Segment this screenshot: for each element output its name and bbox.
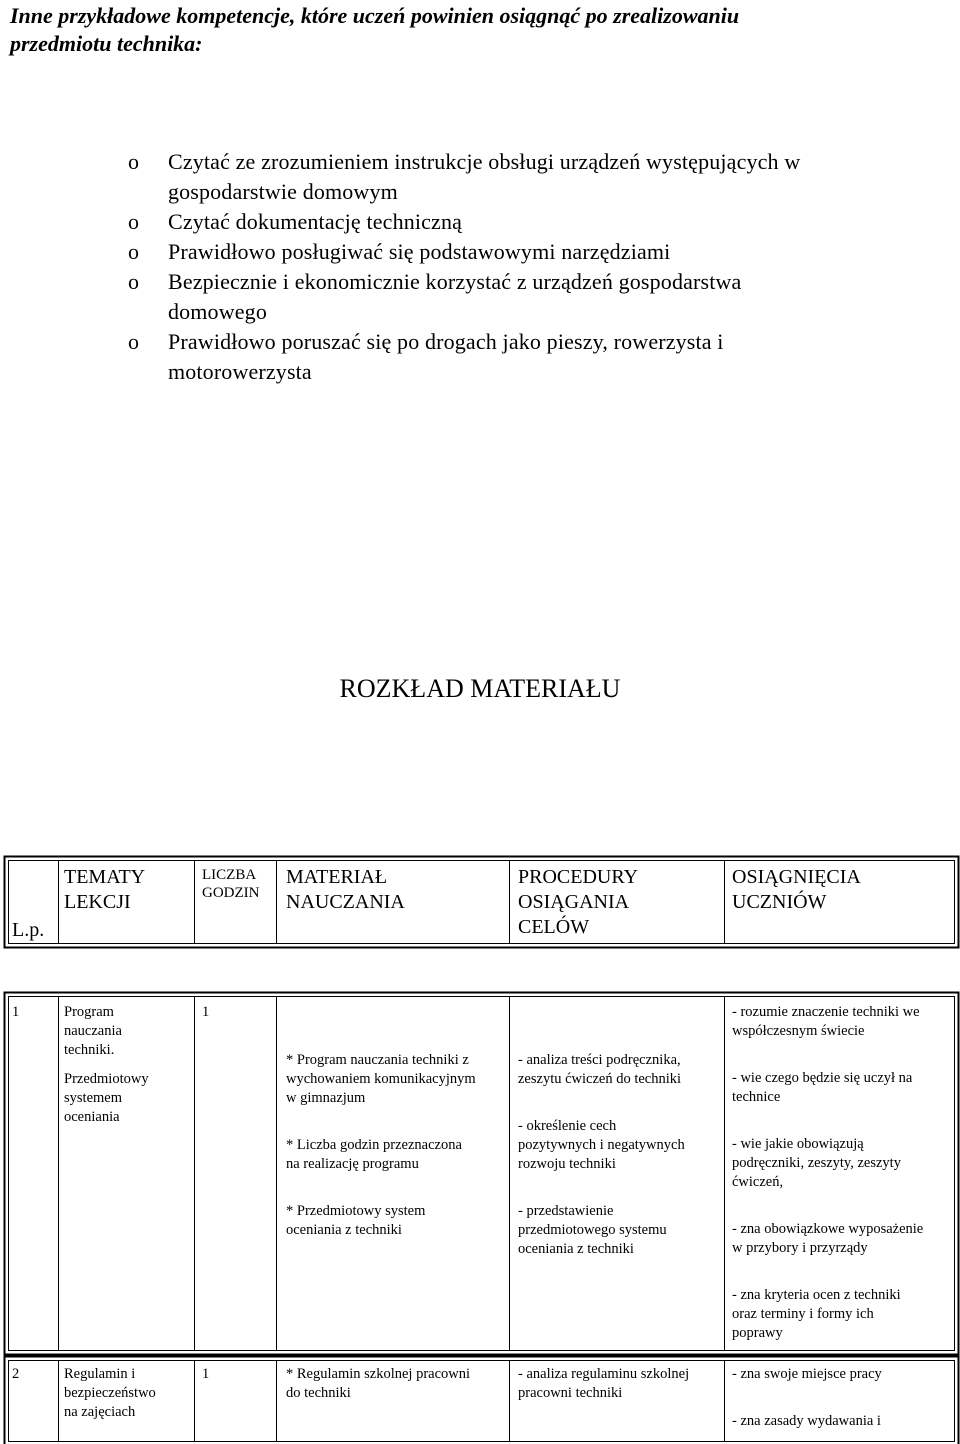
row2-procedury-line: pracowni techniki [518, 1385, 623, 1401]
row1-material-line: na realizację programu [286, 1156, 419, 1172]
row2-temat-line: bezpieczeństwo [64, 1385, 156, 1401]
header-liczba-line: LICZBA [202, 867, 257, 883]
competency-text: Bezpiecznie i ekonomicznie korzystać z urządzeń gospodarstwa [168, 269, 742, 294]
header-procedury [518, 865, 638, 940]
row2-temat [64, 1365, 156, 1422]
row1-osiagniecia-line: - zna obowiązkowe wyposażenie [732, 1221, 924, 1237]
list-item [128, 147, 928, 207]
row1-material-line: * Przedmiotowy system [286, 1203, 426, 1219]
row1-procedury-line: przedmiotowego systemu [518, 1222, 667, 1238]
list-item [128, 327, 928, 387]
header-osiagniecia-line: OSIĄGNIĘCIA [732, 866, 861, 888]
header-liczba-line: GODZIN [202, 885, 260, 901]
row2-material-line: do techniki [286, 1385, 351, 1401]
row1-procedury-line: - określenie cech [518, 1118, 617, 1134]
row1-material [286, 1051, 476, 1240]
row1-osiagniecia-line: - wie jakie obowiązują [732, 1136, 864, 1152]
row1-temat [64, 1003, 149, 1127]
row1-osiagniecia-line: - rozumie znaczenie techniki we [732, 1004, 920, 1020]
row2-osiagniecia-line: - zna zasady wydawania i [732, 1413, 881, 1429]
row2-osiagniecia [732, 1365, 882, 1431]
section-title: ROZKŁAD MATERIAŁU [339, 674, 621, 703]
row1-osiagniecia [732, 1003, 923, 1343]
row1-procedury-line: - przedstawienie [518, 1203, 614, 1219]
bullet-marker: o [128, 269, 140, 294]
page-heading [10, 2, 940, 58]
row1-lp: 1 [12, 1004, 20, 1020]
row1-procedury-line: rozwoju techniki [518, 1156, 616, 1172]
row2-procedury [518, 1365, 689, 1403]
competency-text: Prawidłowo posługiwać się podstawowymi narzędziami [168, 239, 671, 264]
row1-material-line: wychowaniem komunikacyjnym [286, 1071, 476, 1087]
row2-temat-line: na zajęciach [64, 1404, 136, 1420]
row1-temat-line: oceniania [64, 1109, 120, 1125]
row1-osiagniecia-line: ćwiczeń, [732, 1174, 784, 1190]
bullet-marker: o [128, 239, 140, 264]
row1-temat-line: Program [64, 1004, 114, 1020]
heading-line-1: Inne przykładowe kompetencje, które uczeń powinien osiągnąć po zrealizowaniu [10, 3, 740, 28]
header-material [286, 865, 405, 915]
competency-text-cont: motorowerzysta [168, 359, 312, 384]
row1-osiagniecia-line: technice [732, 1089, 781, 1105]
row1-osiagniecia-line: - zna kryteria ocen z techniki [732, 1287, 901, 1303]
competency-text: Prawidłowo poruszać się po drogach jako pieszy, rowerzysta i [168, 329, 724, 354]
header-liczba [202, 866, 260, 902]
competency-text: Czytać dokumentację techniczną [168, 209, 463, 234]
list-item [128, 237, 928, 267]
header-tematy-line: TEMATY [64, 866, 146, 888]
row2-godziny: 1 [202, 1366, 210, 1382]
heading-line-2: przedmiotu technika: [10, 31, 203, 56]
bullet-marker: o [128, 329, 140, 354]
row1-godziny: 1 [202, 1004, 210, 1020]
row1-procedury [518, 1051, 685, 1259]
competency-text-cont: gospodarstwie domowym [168, 179, 398, 204]
row1-material-line: * Program nauczania techniki z [286, 1052, 469, 1068]
row2-material-line: * Regulamin szkolnej pracowni [286, 1366, 471, 1382]
row1-procedury-line: oceniania z techniki [518, 1241, 634, 1257]
competency-text: Czytać ze zrozumieniem instrukcje obsługi urządzeń występujących w [168, 149, 801, 174]
row1-osiagniecia-line: oraz terminy i formy ich [732, 1306, 874, 1322]
bullet-marker: o [128, 149, 140, 174]
header-material-line: NAUCZANIA [286, 891, 405, 913]
row1-procedury-line: pozytywnych i negatywnych [518, 1137, 685, 1153]
row2-procedury-line: - analiza regulaminu szkolnej [518, 1366, 690, 1382]
header-tematy [64, 865, 145, 915]
row1-osiagniecia-line: poprawy [732, 1325, 783, 1341]
row1-temat-line: techniki. [64, 1042, 115, 1058]
header-lp: L.p. [12, 919, 45, 941]
row2-lp: 2 [12, 1366, 20, 1382]
header-osiagniecia-line: UCZNIÓW [732, 891, 827, 913]
row1-osiagniecia-line: w przybory i przyrządy [732, 1240, 868, 1256]
competency-text-cont: domowego [168, 299, 267, 324]
row1-osiagniecia-line: podręczniki, zeszyty, zeszyty [732, 1155, 901, 1171]
header-tematy-line: LEKCJI [64, 891, 131, 913]
list-item [128, 267, 928, 327]
bullet-marker: o [128, 209, 140, 234]
row1-temat-line: systemem [64, 1090, 122, 1106]
row2-temat-line: Regulamin i [64, 1366, 136, 1382]
header-procedury-line: OSIĄGANIA [518, 891, 630, 913]
row2-osiagniecia-line: - zna swoje miejsce pracy [732, 1366, 882, 1382]
header-procedury-line: CELÓW [518, 916, 590, 938]
header-osiagniecia [732, 865, 861, 915]
row2-material [286, 1365, 470, 1403]
row1-temat-line: nauczania [64, 1023, 122, 1039]
header-procedury-line: PROCEDURY [518, 866, 639, 888]
row1-material-line: w gimnazjum [286, 1090, 366, 1106]
competency-list [128, 147, 928, 387]
header-material-line: MATERIAŁ [286, 866, 388, 888]
row1-material-line: oceniania z techniki [286, 1222, 402, 1238]
row1-osiagniecia-line: współczesnym świecie [732, 1023, 865, 1039]
row1-osiagniecia-line: - wie czego będzie się uczył na [732, 1070, 913, 1086]
row1-procedury-line: zeszytu ćwiczeń do techniki [518, 1071, 682, 1087]
row1-procedury-line: - analiza treści podręcznika, [518, 1052, 681, 1068]
list-item [128, 207, 928, 237]
row1-material-line: * Liczba godzin przeznaczona [286, 1137, 462, 1153]
row1-temat-line: Przedmiotowy [64, 1071, 149, 1087]
